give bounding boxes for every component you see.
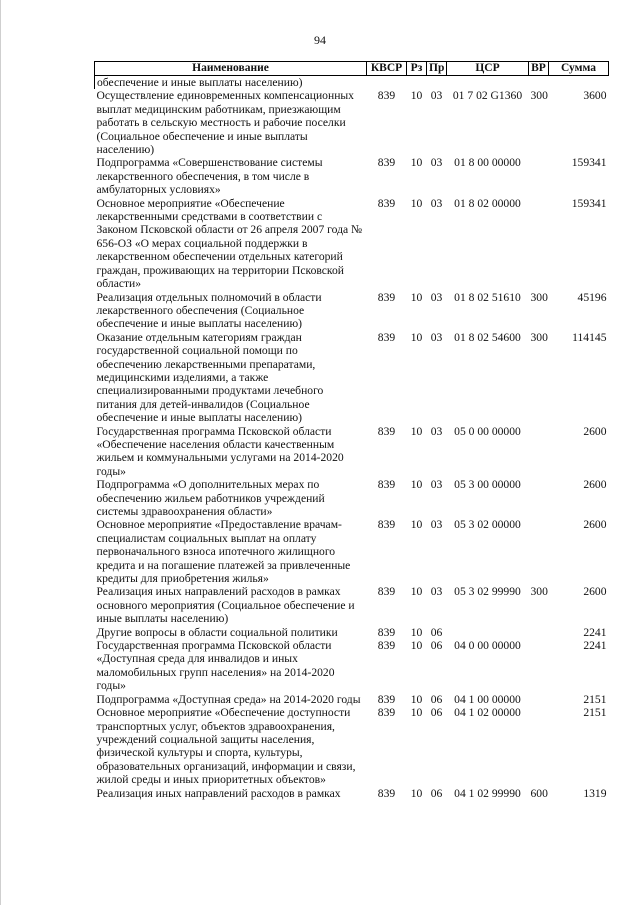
header-kvsr: КВСР — [367, 62, 407, 76]
row-kvsr: 839 — [377, 330, 396, 344]
row-rz: 10 — [410, 518, 423, 532]
row-sum: 2600 — [583, 518, 607, 532]
table-row — [95, 76, 609, 90]
row-csr: 01 8 00 00000 — [454, 156, 521, 170]
row-vr — [529, 76, 549, 90]
row-kvsr: 839 — [377, 478, 396, 492]
row-pr: 03 — [430, 585, 443, 599]
table-row — [95, 156, 609, 196]
row-rz: 10 — [410, 290, 423, 304]
row-csr: 05 3 00 00000 — [454, 478, 521, 492]
row-rz: 10 — [410, 692, 423, 706]
row-vr — [529, 706, 549, 786]
table-row — [95, 197, 609, 291]
row-vr — [529, 425, 549, 479]
row-sum: 2241 — [583, 625, 607, 639]
header-sum: Сумма — [549, 62, 609, 76]
row-pr: 03 — [430, 518, 443, 532]
row-sum: 2241 — [583, 639, 607, 653]
row-kvsr — [367, 76, 407, 90]
row-kvsr: 839 — [377, 706, 396, 720]
table-row — [95, 425, 609, 479]
row-pr: 03 — [430, 196, 443, 210]
row-csr — [447, 626, 529, 639]
row-name: Подпрограмма «Доступная среда» на 2014-2020 годы — [96, 692, 361, 706]
row-name: Реализация иных направлений расходов в рамках основного мероприятия (Социальное обеспечение и иные выплаты населению) — [96, 585, 355, 626]
row-sum: 2151 — [583, 692, 607, 706]
row-name: Подпрограмма «О дополнительных мерах по обеспечению жильем работников учреждений системы здравоохранения области» — [96, 478, 325, 518]
table-row — [95, 89, 609, 156]
row-pr: 06 — [430, 692, 443, 706]
row-kvsr: 839 — [377, 692, 396, 706]
row-name: Осуществление единовременных компенсационных выплат медицинским работникам, приезжающим работать в сельскую местность и рабочие поселки (Социальное обеспечение и иные выплаты населению) — [96, 89, 354, 157]
row-kvsr: 839 — [377, 89, 396, 103]
row-name: Государственная программа Псковской области «Доступная среда для инвалидов и иных маломобильных групп населения» на 2014-2020 годы» — [96, 639, 335, 693]
row-pr: 06 — [430, 625, 443, 639]
row-csr: 05 3 02 00000 — [454, 518, 521, 532]
row-csr: 04 0 00 00000 — [454, 639, 521, 653]
table-row — [95, 626, 609, 639]
row-csr: 01 7 02 G1360 — [452, 89, 523, 103]
table-row — [95, 639, 609, 693]
row-rz: 10 — [410, 156, 423, 170]
row-pr: 03 — [430, 330, 443, 344]
row-vr — [529, 639, 549, 693]
row-rz: 10 — [410, 639, 423, 653]
row-sum: 1319 — [583, 786, 607, 800]
row-pr: 03 — [430, 89, 443, 103]
header-csr: ЦСР — [447, 62, 529, 76]
row-vr — [529, 478, 549, 518]
row-csr: 04 1 02 99990 — [454, 786, 521, 800]
row-name: Основное мероприятие «Обеспечение доступности транспортных услуг, объектов здравоохранения, учреждений социальной защиты населения, физической культуры и спорта, культуры, образовательных организаций, информации и связи, жилой среды и иных приоритетных объектов» — [96, 706, 356, 787]
row-pr: 06 — [430, 639, 443, 653]
row-csr: 04 1 00 00000 — [454, 692, 521, 706]
table-row — [95, 787, 609, 800]
row-csr: 04 1 02 00000 — [454, 706, 521, 720]
row-name: Основное мероприятие «Обеспечение лекарственными средствами в соответствии с Законом Псковской области от 26 апреля 2007 года № 656-ОЗ «О мерах социальной поддержки в лекарственном обеспечении отдельных категорий граждан, проживающих на территории Псковской области» — [96, 196, 363, 291]
row-pr — [427, 76, 447, 90]
table-row — [95, 478, 609, 518]
header-vr: ВР — [529, 62, 549, 76]
row-rz: 10 — [410, 478, 423, 492]
row-name: Основное мероприятие «Предоставление врачам-специалистам социальных выплат на оплату первоначального взноса ипотечного жилищного кредита и на погашение платежей за привлеченные кредиты для приобретения жилья» — [96, 518, 351, 586]
row-name: Реализация иных направлений расходов в рамках — [96, 786, 341, 800]
row-kvsr: 839 — [377, 786, 396, 800]
row-kvsr: 839 — [377, 290, 396, 304]
row-name: Другие вопросы в области социальной политики — [96, 625, 338, 639]
row-vr: 300 — [530, 330, 548, 344]
row-name: Оказание отдельным категориям граждан государственной социальной помощи по обеспечению лекарственными препаратами, медицинскими изделиями, а также специализированными продуктами лечебного питания для детей-инвалидов (Социальное обеспечение и иные выплаты населению) — [96, 330, 324, 425]
row-kvsr: 839 — [377, 156, 396, 170]
row-csr: 05 0 00 00000 — [454, 424, 521, 438]
row-sum: 159341 — [571, 156, 607, 170]
row-pr: 06 — [430, 706, 443, 720]
row-rz: 10 — [410, 196, 423, 210]
row-pr: 06 — [430, 786, 443, 800]
budget-table — [94, 61, 609, 800]
table-row — [95, 331, 609, 425]
header-name: Наименование — [95, 62, 367, 76]
page-number: 94 — [314, 33, 326, 47]
row-name: Государственная программа Псковской области «Обеспечение населения области качественным жильем и коммунальными услугами на 2014-2020 годы» — [96, 424, 344, 478]
row-pr: 03 — [430, 290, 443, 304]
row-vr: 300 — [530, 290, 548, 304]
row-sum: 2600 — [583, 585, 607, 599]
row-vr — [529, 156, 549, 196]
row-csr: 01 8 02 54600 — [454, 330, 521, 344]
row-kvsr: 839 — [377, 585, 396, 599]
row-sum: 2600 — [583, 478, 607, 492]
row-sum: 159341 — [571, 196, 607, 210]
row-vr — [529, 518, 549, 585]
row-sum: 2151 — [583, 706, 607, 720]
row-vr: 300 — [530, 585, 548, 599]
row-rz: 10 — [410, 706, 423, 720]
row-rz: 10 — [410, 89, 423, 103]
row-rz: 10 — [410, 786, 423, 800]
header-rz: Рз — [407, 62, 427, 76]
table-header-row — [95, 62, 609, 76]
row-csr: 05 3 02 99990 — [454, 585, 521, 599]
table-row — [95, 518, 609, 585]
row-kvsr: 839 — [377, 518, 396, 532]
row-rz: 10 — [410, 585, 423, 599]
row-csr: 01 8 02 51610 — [454, 290, 521, 304]
row-kvsr: 839 — [377, 625, 396, 639]
table-row — [95, 693, 609, 706]
row-pr: 03 — [430, 156, 443, 170]
row-vr: 600 — [530, 786, 548, 800]
row-sum: 2600 — [583, 424, 607, 438]
row-kvsr: 839 — [377, 639, 396, 653]
row-kvsr: 839 — [377, 196, 396, 210]
row-vr: 300 — [530, 89, 548, 103]
row-rz: 10 — [410, 330, 423, 344]
table-row — [95, 585, 609, 625]
table-row — [95, 706, 609, 786]
row-rz: 10 — [410, 625, 423, 639]
row-name: обеспечение и иные выплаты населению) — [95, 76, 367, 90]
row-sum: 3600 — [583, 89, 607, 103]
row-kvsr: 839 — [377, 424, 396, 438]
row-rz — [407, 76, 427, 90]
row-sum: 114145 — [572, 330, 607, 344]
row-csr — [447, 76, 529, 90]
row-pr: 03 — [430, 478, 443, 492]
row-name: Подпрограмма «Совершенствование системы лекарственного обеспечения, в том числе в амбулаторных условиях» — [96, 156, 323, 197]
row-csr: 01 8 02 00000 — [454, 196, 521, 210]
row-sum: 45196 — [577, 290, 607, 304]
table-body — [95, 76, 609, 800]
row-rz: 10 — [410, 424, 423, 438]
row-vr — [529, 197, 549, 291]
row-name: Реализация отдельных полномочий в области лекарственного обеспечения (Социальное обеспечение и иные выплаты населению) — [96, 290, 322, 331]
table-row — [95, 291, 609, 331]
scan-edge — [0, 0, 1, 905]
row-pr: 03 — [430, 424, 443, 438]
row-vr — [529, 626, 549, 639]
row-vr — [529, 693, 549, 706]
row-sum — [549, 76, 609, 90]
header-pr: Пр — [427, 62, 447, 76]
